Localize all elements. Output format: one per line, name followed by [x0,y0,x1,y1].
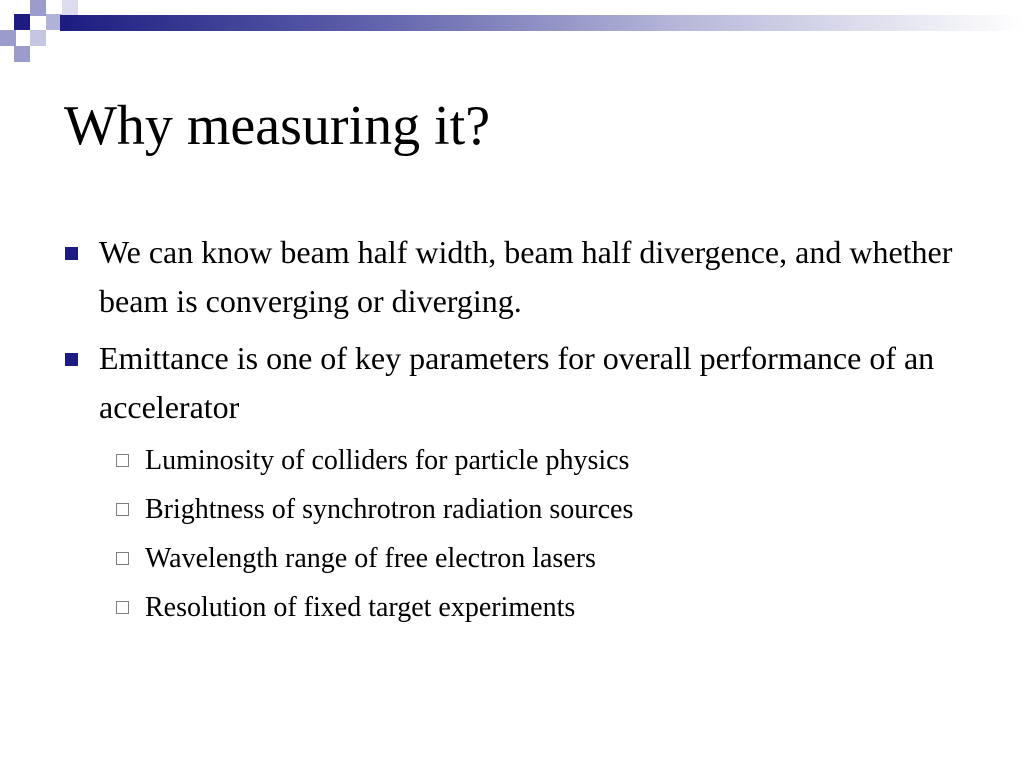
bullet-text: We can know beam half width, beam half divergence, and whether beam is converging or diverging. [99,234,953,319]
corner-square-light [0,30,16,46]
hollow-square-icon [116,454,129,467]
sub-bullet-item [62,440,992,482]
corner-square-dark [14,14,30,30]
sub-bullet-list [62,440,992,629]
filled-square-icon [65,353,78,366]
sub-bullet-item [62,587,992,629]
hollow-square-icon [116,601,129,614]
slide-title: Why measuring it? [64,95,491,157]
hollow-square-icon [116,503,129,516]
filled-square-icon [65,247,78,260]
corner-square-light [30,0,46,16]
sub-bullet-item [62,489,992,531]
bullet-item [62,334,992,432]
corner-square-light [14,46,30,62]
corner-square-pale [62,0,78,16]
sub-bullet-text: Luminosity of colliders for particle physics [145,445,630,476]
sub-bullet-text: Wavelength range of free electron lasers [145,543,596,574]
slide-body [62,228,992,636]
sub-bullet-text: Brightness of synchrotron radiation sources [145,494,634,525]
hollow-square-icon [116,552,129,565]
corner-decoration [0,0,90,70]
header-gradient-bar [60,15,1024,31]
sub-bullet-text: Resolution of fixed target experiments [145,592,576,623]
corner-square-light [30,30,46,46]
bullet-item [62,228,992,326]
sub-bullet-item [62,538,992,580]
bullet-text: Emittance is one of key parameters for overall performance of an accelerator [99,340,935,425]
